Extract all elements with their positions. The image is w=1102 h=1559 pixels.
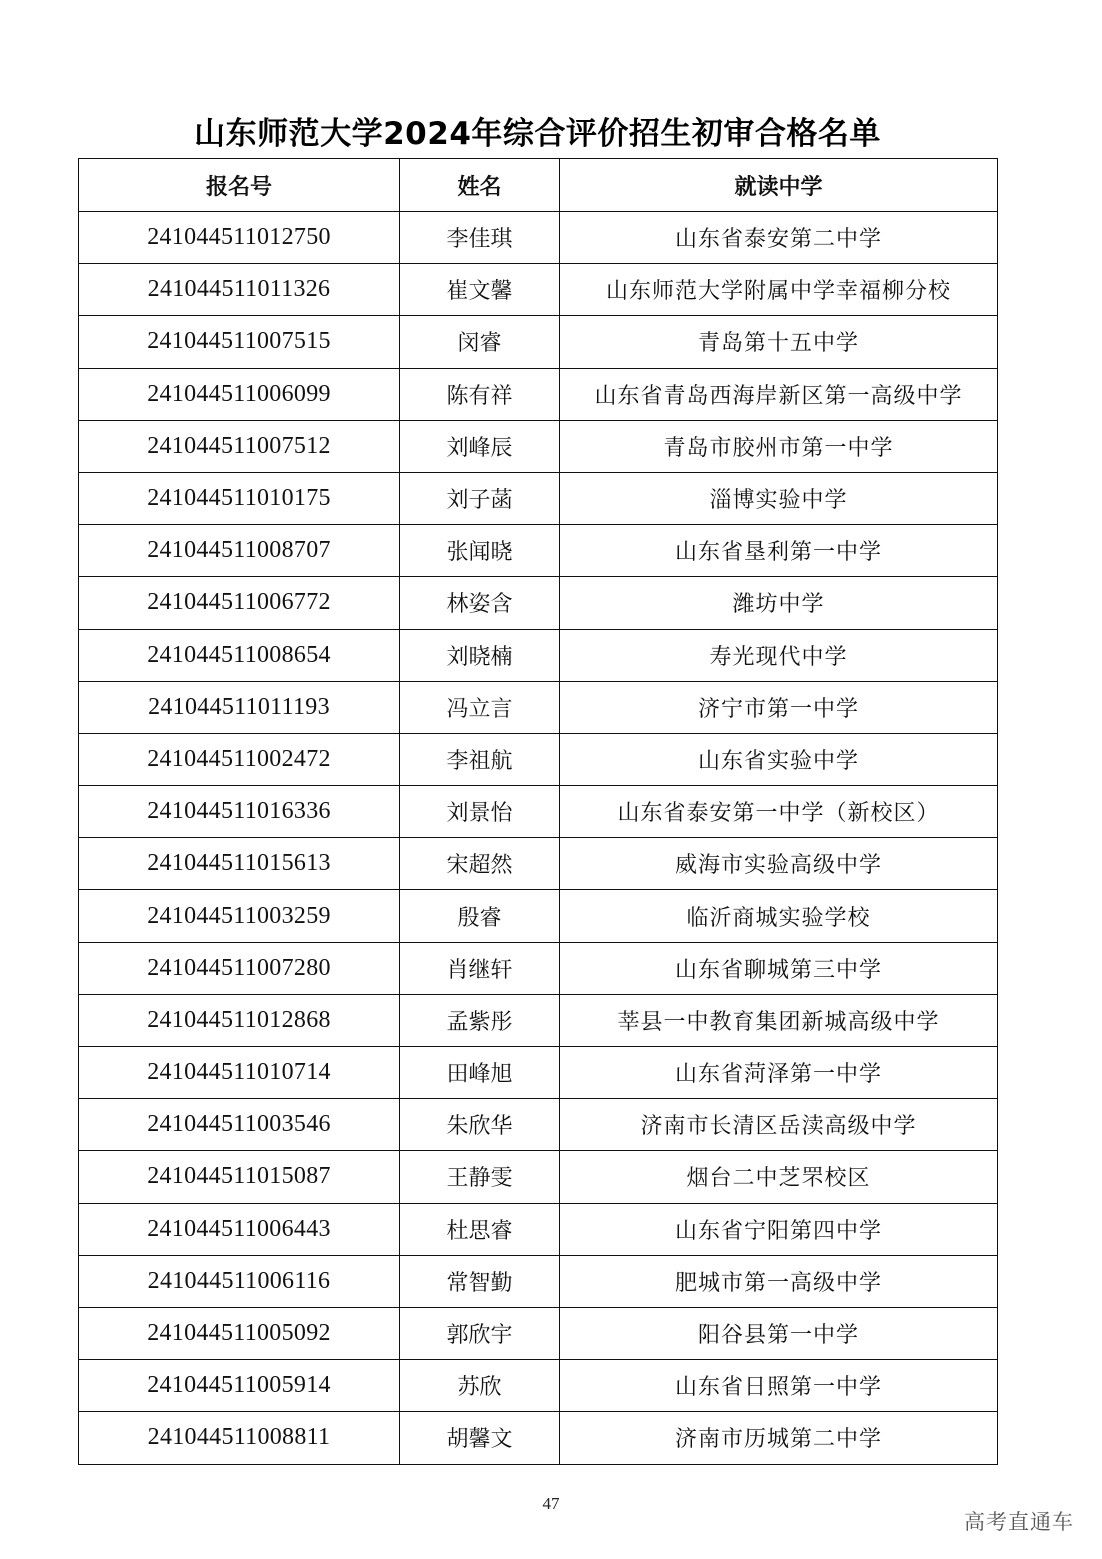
table-row — [79, 1099, 998, 1151]
header-school: 就读中学 — [560, 159, 998, 212]
table-row — [79, 472, 998, 524]
table-row — [79, 577, 998, 629]
registration-number-cell: 241044511010175 — [79, 472, 400, 524]
registration-number-cell: 241044511006443 — [79, 1203, 400, 1255]
student-name-cell: 李佳琪 — [400, 212, 560, 264]
table-row — [79, 368, 998, 420]
school-name-cell: 莘县一中教育集团新城高级中学 — [560, 994, 998, 1046]
table-row — [79, 1412, 998, 1464]
school-name-cell: 山东省实验中学 — [560, 733, 998, 785]
registration-number-cell: 241044511007515 — [79, 316, 400, 368]
student-name-cell: 李祖航 — [400, 733, 560, 785]
student-name-cell: 肖继轩 — [400, 942, 560, 994]
table-row — [79, 420, 998, 472]
registration-number-cell: 241044511002472 — [79, 733, 400, 785]
registration-number-cell: 241044511010714 — [79, 1047, 400, 1099]
student-name-cell: 刘晓楠 — [400, 629, 560, 681]
school-name-cell: 山东省菏泽第一中学 — [560, 1047, 998, 1099]
table-row — [79, 681, 998, 733]
registration-number-cell: 241044511015087 — [79, 1151, 400, 1203]
student-name-cell: 孟紫彤 — [400, 994, 560, 1046]
registration-number-cell: 241044511012750 — [79, 212, 400, 264]
registration-number-cell: 241044511005092 — [79, 1307, 400, 1359]
student-name-cell: 闵睿 — [400, 316, 560, 368]
registration-number-cell: 241044511006116 — [79, 1255, 400, 1307]
table-row — [79, 838, 998, 890]
student-name-cell: 刘景怡 — [400, 786, 560, 838]
student-name-cell: 苏欣 — [400, 1360, 560, 1412]
registration-number-cell: 241044511011326 — [79, 264, 400, 316]
student-name-cell: 田峰旭 — [400, 1047, 560, 1099]
admission-list-table — [78, 158, 998, 1465]
school-name-cell: 山东省泰安第二中学 — [560, 212, 998, 264]
school-name-cell: 山东省聊城第三中学 — [560, 942, 998, 994]
table-row — [79, 525, 998, 577]
school-name-cell: 山东师范大学附属中学幸福柳分校 — [560, 264, 998, 316]
student-name-cell: 殷睿 — [400, 890, 560, 942]
registration-number-cell: 241044511008811 — [79, 1412, 400, 1464]
table-row — [79, 786, 998, 838]
header-registration-number: 报名号 — [79, 159, 400, 212]
registration-number-cell: 241044511003259 — [79, 890, 400, 942]
registration-number-cell: 241044511006772 — [79, 577, 400, 629]
student-name-cell: 崔文馨 — [400, 264, 560, 316]
table-row — [79, 1255, 998, 1307]
school-name-cell: 山东省宁阳第四中学 — [560, 1203, 998, 1255]
table-row — [79, 1047, 998, 1099]
table-row — [79, 212, 998, 264]
school-name-cell: 济宁市第一中学 — [560, 681, 998, 733]
student-name-cell: 刘峰辰 — [400, 420, 560, 472]
header-name: 姓名 — [400, 159, 560, 212]
table-row — [79, 1360, 998, 1412]
page-number: 47 — [542, 1494, 560, 1513]
student-name-cell: 冯立言 — [400, 681, 560, 733]
table-row — [79, 316, 998, 368]
registration-number-cell: 241044511016336 — [79, 786, 400, 838]
student-name-cell: 胡馨文 — [400, 1412, 560, 1464]
table-header — [79, 159, 998, 212]
table-row — [79, 1307, 998, 1359]
school-name-cell: 肥城市第一高级中学 — [560, 1255, 998, 1307]
registration-number-cell: 241044511015613 — [79, 838, 400, 890]
student-name-cell: 郭欣宇 — [400, 1307, 560, 1359]
header-row — [79, 159, 998, 212]
registration-number-cell: 241044511008707 — [79, 525, 400, 577]
school-name-cell: 济南市历城第二中学 — [560, 1412, 998, 1464]
school-name-cell: 寿光现代中学 — [560, 629, 998, 681]
watermark-text: 高考直通车 — [964, 1510, 1074, 1534]
registration-number-cell: 241044511008654 — [79, 629, 400, 681]
table-row — [79, 629, 998, 681]
school-name-cell: 济南市长清区岳渎高级中学 — [560, 1099, 998, 1151]
registration-number-cell: 241044511011193 — [79, 681, 400, 733]
registration-number-cell: 241044511007512 — [79, 420, 400, 472]
school-name-cell: 阳谷县第一中学 — [560, 1307, 998, 1359]
school-name-cell: 山东省垦利第一中学 — [560, 525, 998, 577]
table-row — [79, 264, 998, 316]
document-title: 山东师范大学2024年综合评价招生初审合格名单 — [194, 116, 881, 152]
table-row — [79, 994, 998, 1046]
student-name-cell: 朱欣华 — [400, 1099, 560, 1151]
student-name-cell: 杜思睿 — [400, 1203, 560, 1255]
school-name-cell: 淄博实验中学 — [560, 472, 998, 524]
school-name-cell: 潍坊中学 — [560, 577, 998, 629]
table-row — [79, 1151, 998, 1203]
registration-number-cell: 241044511012868 — [79, 994, 400, 1046]
student-name-cell: 陈有祥 — [400, 368, 560, 420]
school-name-cell: 山东省泰安第一中学（新校区） — [560, 786, 998, 838]
table-row — [79, 1203, 998, 1255]
registration-number-cell: 241044511003546 — [79, 1099, 400, 1151]
school-name-cell: 烟台二中芝罘校区 — [560, 1151, 998, 1203]
school-name-cell: 威海市实验高级中学 — [560, 838, 998, 890]
school-name-cell: 青岛市胶州市第一中学 — [560, 420, 998, 472]
student-name-cell: 刘子菡 — [400, 472, 560, 524]
school-name-cell: 山东省日照第一中学 — [560, 1360, 998, 1412]
student-name-cell: 林姿含 — [400, 577, 560, 629]
school-name-cell: 青岛第十五中学 — [560, 316, 998, 368]
table-row — [79, 890, 998, 942]
student-name-cell: 常智勤 — [400, 1255, 560, 1307]
student-name-cell: 张闻晓 — [400, 525, 560, 577]
registration-number-cell: 241044511005914 — [79, 1360, 400, 1412]
registration-number-cell: 241044511007280 — [79, 942, 400, 994]
school-name-cell: 临沂商城实验学校 — [560, 890, 998, 942]
registration-number-cell: 241044511006099 — [79, 368, 400, 420]
student-name-cell: 王静雯 — [400, 1151, 560, 1203]
school-name-cell: 山东省青岛西海岸新区第一高级中学 — [560, 368, 998, 420]
student-name-cell: 宋超然 — [400, 838, 560, 890]
table-body — [79, 212, 998, 1465]
table-row — [79, 733, 998, 785]
table-row — [79, 942, 998, 994]
